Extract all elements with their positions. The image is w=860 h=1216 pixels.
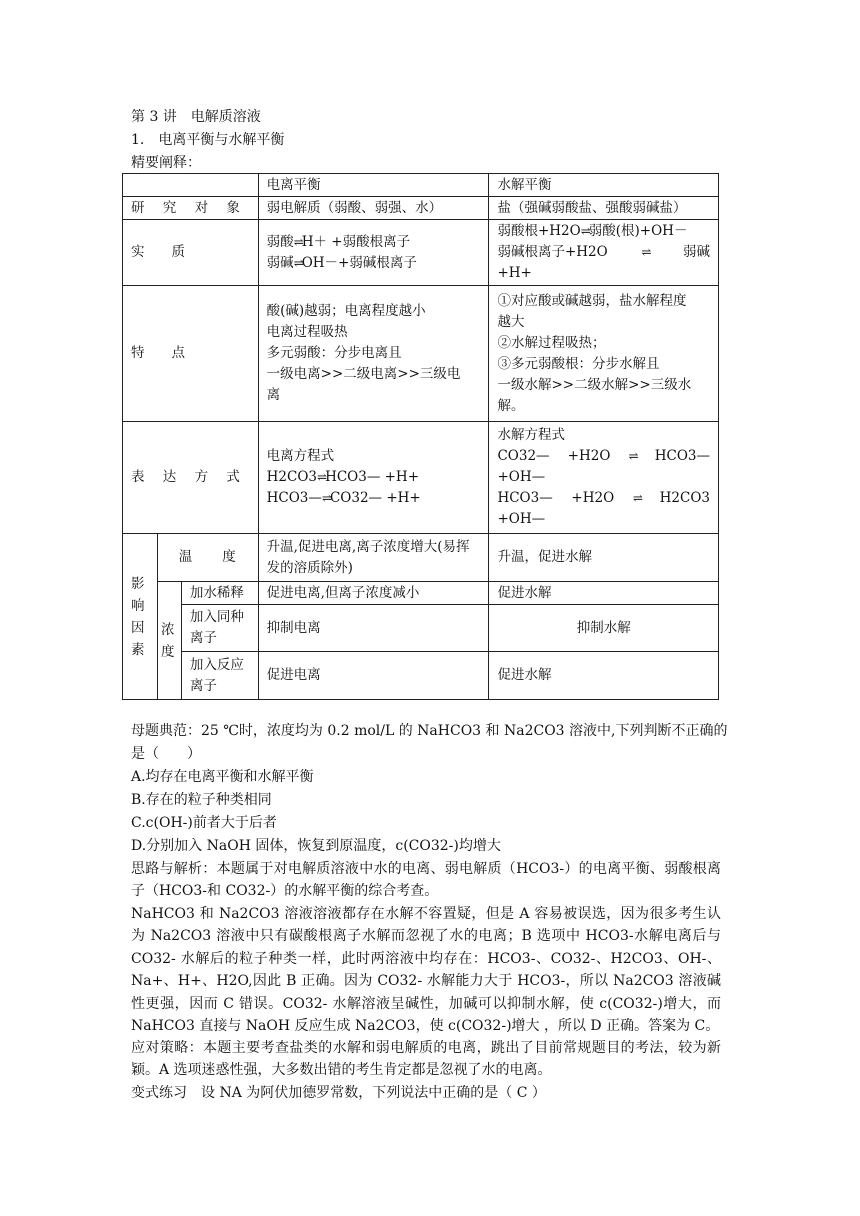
table-row	[123, 286, 719, 422]
question-line-1: 母题典范：25 ℃时，浓度均为 0.2 mol/L 的 NaHCO3 和 Na2CO3 溶液中,下列判断不正确的	[131, 723, 728, 739]
text: +H2O	[571, 490, 615, 506]
text: CO32— +H+	[329, 490, 421, 506]
doc-title: 第 3 讲 电解质溶液	[131, 109, 261, 125]
text: +H+	[497, 265, 532, 281]
text: H2CO3	[266, 469, 317, 485]
row-label-object: 研 究 对 象	[123, 197, 259, 220]
text: HCO3—	[654, 448, 710, 464]
option-a: A.均存在电离平衡和水解平衡	[131, 769, 314, 785]
same-ion-label: 加入同种离子	[181, 605, 258, 652]
cell-dilute-ion: 促进电离,但离子浓度减小	[258, 582, 489, 605]
equilibrium-arrow-icon: ⇌	[580, 224, 589, 238]
cell-expression-hyd	[489, 422, 719, 534]
text: ①对应酸或碱越弱，盐水解程度	[497, 292, 687, 309]
text: +OH—	[497, 511, 546, 527]
section-heading: 1. 电离平衡与水解平衡	[131, 132, 285, 148]
text: H＋ +弱酸根离子	[301, 233, 411, 250]
equilibrium-arrow-icon: ⇌	[628, 449, 637, 463]
text: ③多元弱酸根：分步水解且	[497, 355, 660, 372]
cell-feature-hyd	[489, 286, 719, 422]
question-line-2: 是（ ）	[131, 746, 201, 762]
table-row	[123, 422, 719, 534]
text: 电离过程吸热	[266, 324, 348, 340]
text: OH－+弱碱根离子	[301, 254, 417, 271]
text: 弱酸	[266, 233, 294, 250]
header-ionization: 电离平衡	[258, 174, 489, 197]
option-b: B.存在的粒子种类相同	[131, 792, 272, 808]
row-label-feature: 特 点	[123, 286, 259, 422]
option-c: C.c(OH-)前者大于后者	[131, 815, 277, 831]
equilibrium-arrow-icon: ⇌	[321, 491, 330, 505]
cell-temp-hyd: 升温，促进水解	[489, 534, 719, 582]
option-d: D.分别加入 NaOH 固体，恢复到原温度，c(CO32-)均增大	[131, 838, 501, 854]
intro-label: 精要阐释：	[131, 155, 201, 171]
table-header-row	[123, 174, 719, 197]
text: 一级电离>>二级电离>>三级电	[266, 366, 461, 382]
text: 弱酸(根)+OH－	[588, 223, 688, 239]
text: CO32—	[497, 448, 550, 464]
table-row	[123, 582, 719, 605]
table-row	[123, 605, 719, 652]
analysis-paragraph: 思路与解析：本题属于对电解质溶液中水的电离、弱电解质（HCO3-）的电离平衡、弱酸根离子（HCO3-和 CO32-）的水解平衡的综合考查。	[131, 861, 721, 900]
text: +H2O	[567, 448, 611, 464]
temp-label: 温 度	[157, 534, 258, 582]
cell-object-ion: 弱电解质（弱酸、弱强、水）	[258, 197, 489, 220]
cell-object-hyd: 盐（强碱弱酸盐、强酸弱碱盐）	[489, 197, 719, 220]
text: ②水解过程吸热；	[497, 334, 606, 351]
cell-expression-ion	[258, 422, 489, 534]
cell-temp-ion: 升温,促进电离,离子浓度增大(易挥发的溶质除外)	[258, 534, 489, 582]
text: 弱碱	[682, 244, 710, 260]
cell-essence-ion	[258, 220, 489, 286]
table-row	[123, 534, 719, 582]
strategy-paragraph: 应对策略：本题主要考查盐类的水解和弱电解质的电离，跳出了目前常规题目的考法，较为新颖。A 选项迷惑性强，大多数出错的考生肯定都是忽视了水的电离。	[131, 1040, 721, 1079]
text: HCO3— +H+	[325, 469, 420, 485]
cell-same-hyd: 抑制水解	[489, 605, 719, 652]
text: 电离方程式	[266, 448, 335, 464]
factors-group-label: 影响因素	[123, 534, 158, 700]
react-ion-label: 加入反应离子	[181, 652, 258, 700]
equilibrium-arrow-icon: ⇌	[293, 234, 302, 249]
text: H2CO3	[659, 490, 710, 506]
row-label-essence: 实 质	[123, 220, 259, 286]
conc-label: 浓度	[157, 582, 181, 700]
cell-react-ion: 促进电离	[258, 652, 489, 700]
dilute-label: 加水稀释	[181, 582, 258, 605]
header-blank-cell	[123, 174, 259, 197]
text: 解。	[497, 397, 525, 414]
text: 弱碱	[266, 254, 294, 271]
text: 多元弱酸：分步电离且	[266, 345, 402, 361]
equilibrium-arrow-icon: ⇌	[293, 255, 302, 270]
equilibrium-arrow-icon: ⇌	[317, 470, 326, 484]
text: 弱碱根离子+H2O	[497, 244, 608, 260]
table-row	[123, 652, 719, 700]
text: HCO3—	[266, 490, 322, 506]
cell-essence-hyd	[489, 220, 719, 286]
text: HCO3—	[497, 490, 553, 506]
explanation-paragraph: NaHCO3 和 Na2CO3 溶液溶液都存在水解不容置疑，但是 A 容易被误选，因为很多考生认为 Na2CO3 溶液中只有碳酸根离子水解而忽视了水的电离；B 选项中 HCO3-水解电离后与 CO32- 水解后的粒子种类一样，此时两溶液中均存在：HCO3-、CO32-、H2CO3、OH-、Na+、H+、H2O,因此 B 正确。因为 CO32- 水解能力大于 HCO3-，所以 Na2CO3 溶液碱性更强，因而 C 错误。CO32- 水解溶液呈碱性，加碱可以抑制水解，使 c(CO32-)增大，而 NaHCO3 直接与 NaOH 反应生成 Na2CO3，使 c(CO32-)增大 ，所以 D 正确。答案为 C。	[131, 906, 721, 1035]
cell-feature-ion	[258, 286, 489, 422]
comparison-table	[122, 173, 719, 700]
text: 弱酸根+H2O	[497, 223, 581, 239]
cell-react-hyd: 促进水解	[489, 652, 719, 700]
row-label-expression: 表 达 方 式	[123, 422, 259, 534]
text: 越大	[497, 313, 525, 330]
equilibrium-arrow-icon: ⇌	[641, 245, 650, 259]
table-row	[123, 220, 719, 286]
exercise-line: 变式练习 设 NA 为阿伏加德罗常数，下列说法中正确的是（ C ）	[131, 1085, 546, 1101]
table-row	[123, 197, 719, 220]
equilibrium-arrow-icon: ⇌	[632, 491, 641, 505]
cell-same-ion: 抑制电离	[258, 605, 489, 652]
text: 酸(碱)越弱；电离程度越小	[266, 303, 426, 319]
header-hydrolysis: 水解平衡	[489, 174, 719, 197]
cell-dilute-hyd: 促进水解	[489, 582, 719, 605]
text: 一级水解>>二级水解>>三级水	[497, 376, 692, 393]
text: +OH—	[497, 469, 546, 485]
text: 水解方程式	[497, 427, 565, 443]
text: 离	[266, 387, 281, 403]
